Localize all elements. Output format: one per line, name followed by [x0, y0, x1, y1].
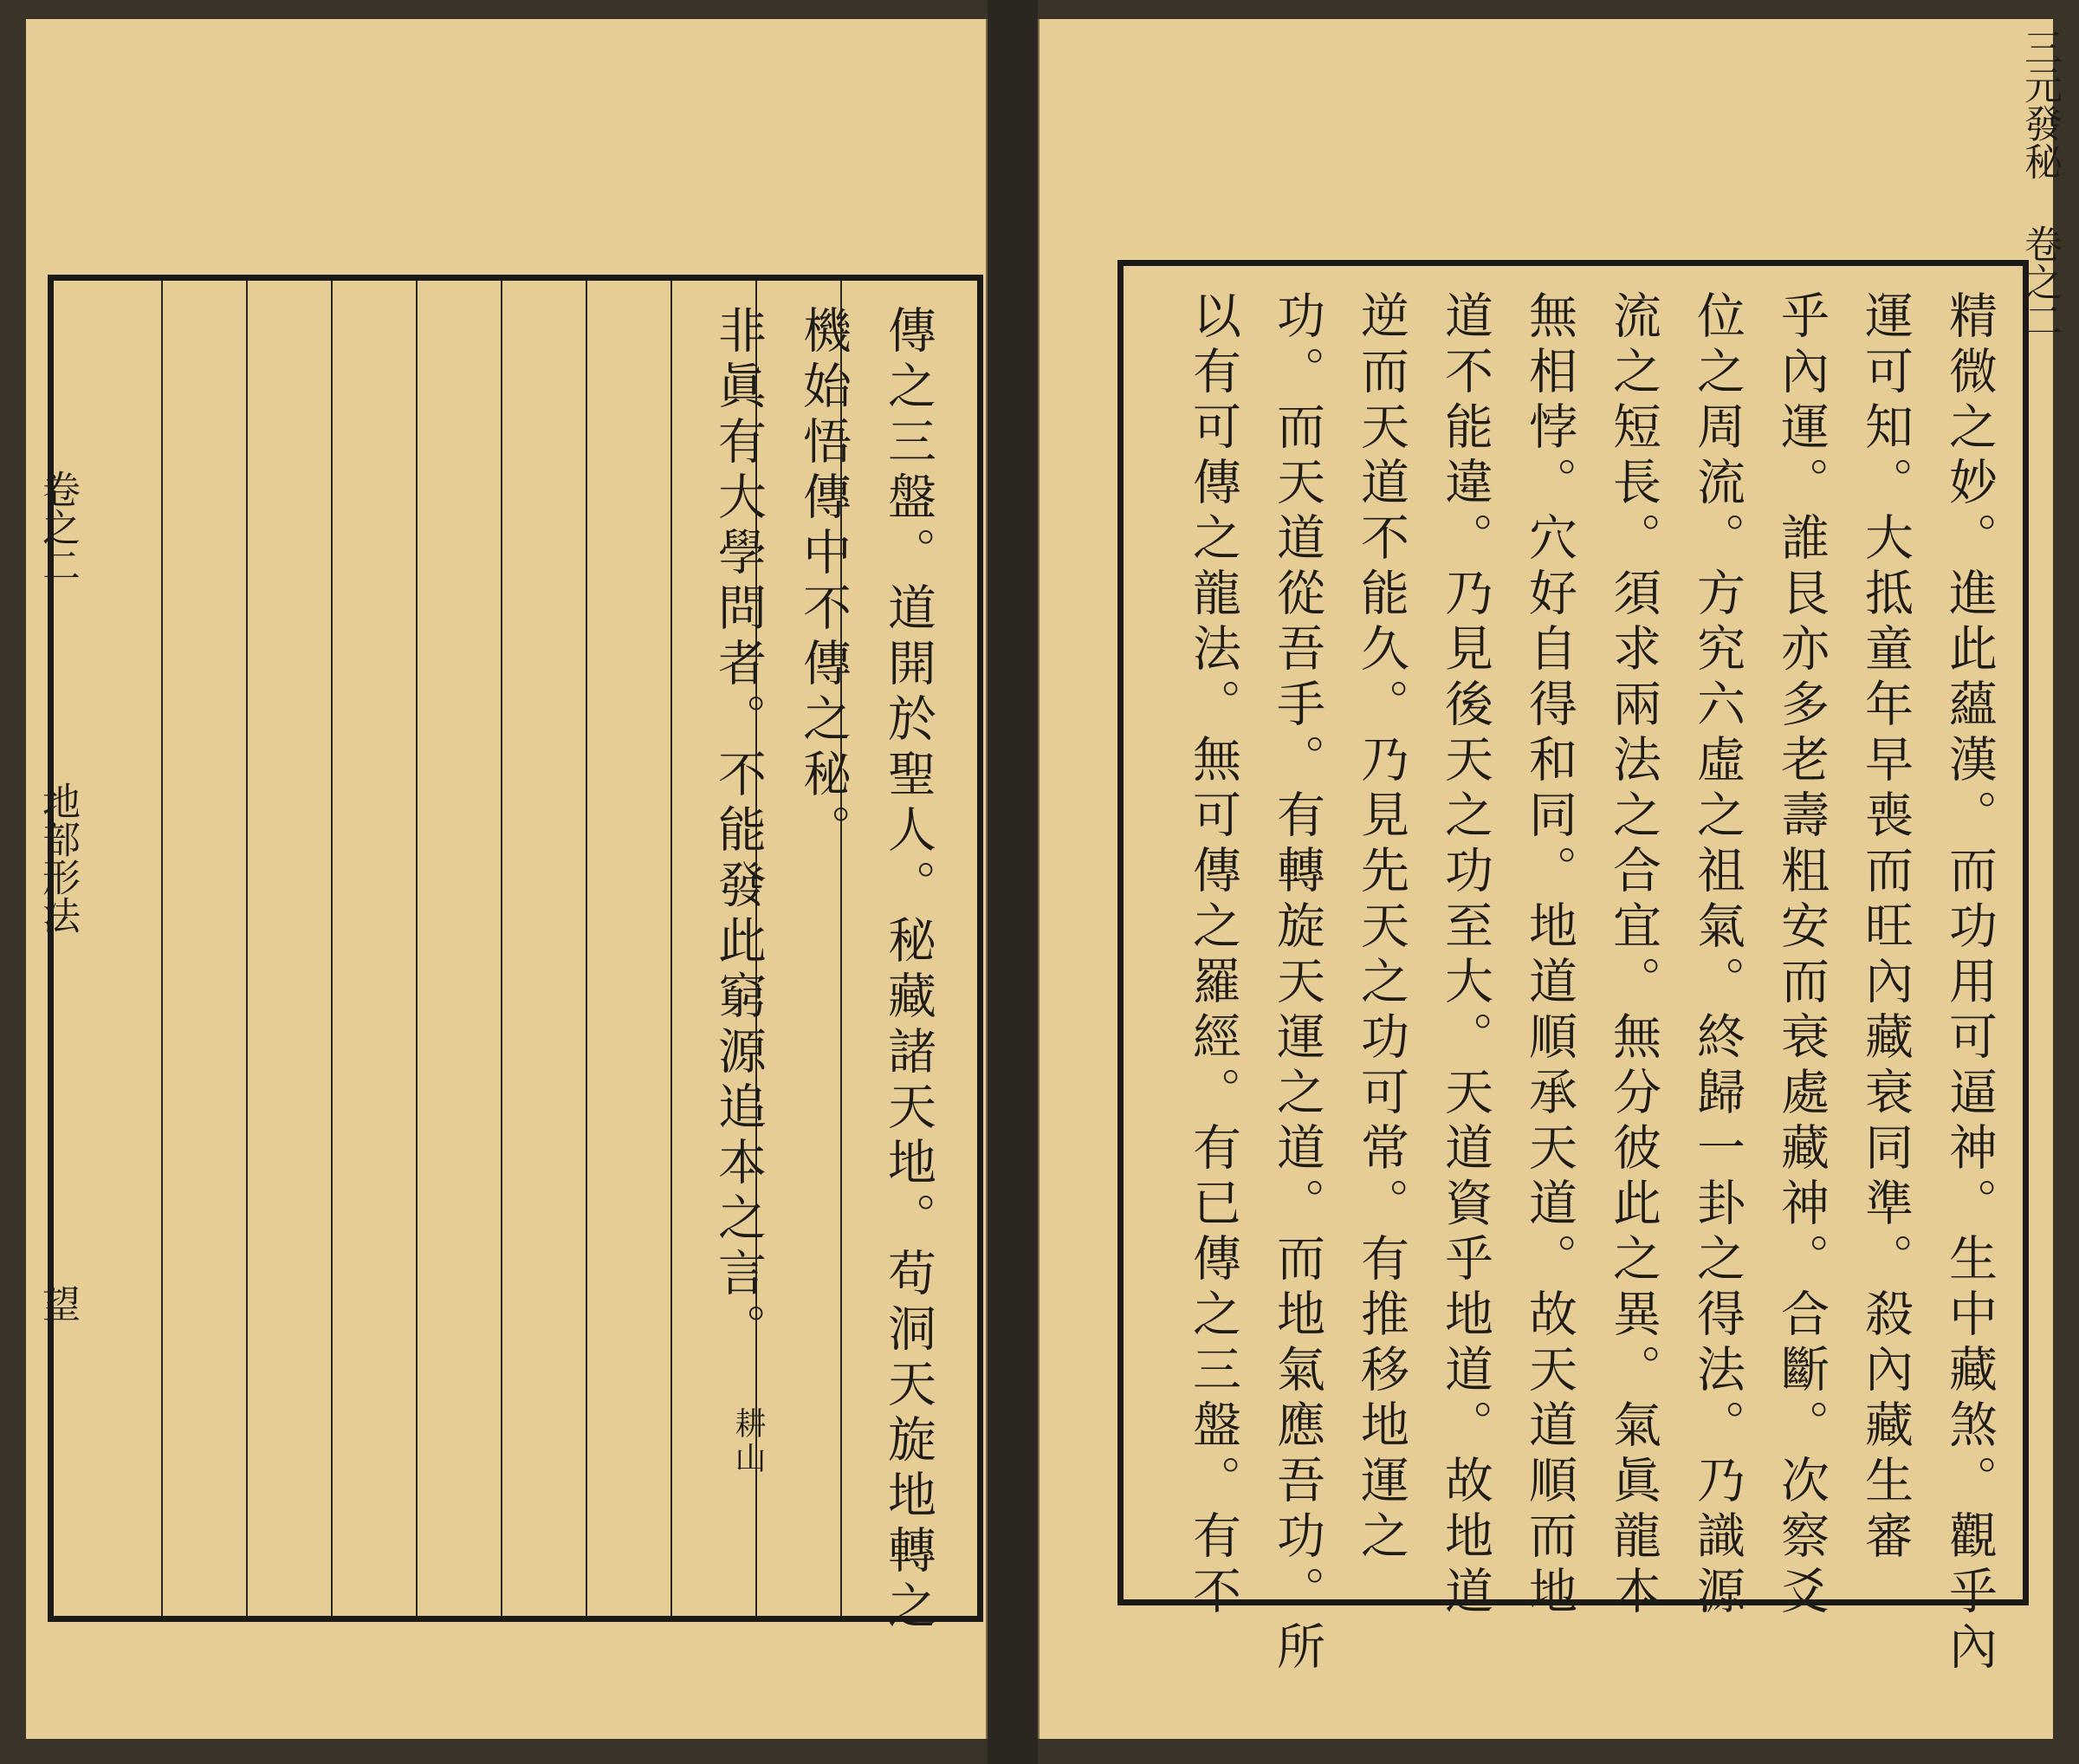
text-column-5: 流之短長。須求兩法之合宜。無分彼此之異。氣眞龍本 [1605, 290, 1661, 1621]
right-page [1038, 19, 2062, 1739]
text-column-2: 運可知。大抵童年早喪而旺內藏衰同準。殺內藏生審 [1857, 290, 1914, 1566]
left-text-frame [48, 275, 983, 1636]
right-spine-title: 三元發秘 卷之二 [2017, 28, 2062, 339]
text-column-10: 以有可傳之龍法。無可傳之羅經。有已傳之三盤。有不 [1185, 290, 1241, 1621]
right-text-frame [1117, 260, 2029, 1676]
column-rule [331, 281, 333, 1616]
book-gutter [988, 0, 1038, 1764]
text-column-9: 功。而天道從吾手。有轉旋天運之道。而地氣應吾功。所 [1269, 290, 1325, 1676]
left-spine-title: 地部形法 [36, 781, 80, 934]
text-column-1: 傳之三盤。道開於聖人。秘藏諸天地。苟洞天旋地轉之 [880, 305, 936, 1636]
left-spine-volume: 卷之二 [36, 470, 80, 584]
column-rule [416, 281, 418, 1616]
left-page [26, 19, 988, 1739]
text-column-3: 乎內運。誰艮亦多老壽粗安而衰處藏神。合斷。次察爻 [1773, 290, 1830, 1621]
column-rule [501, 281, 502, 1616]
column-rule [161, 281, 163, 1616]
column-rule [586, 281, 587, 1616]
text-column-1: 精微之妙。進此蘊漢。而功用可逼神。生中藏煞。觀乎內 [1941, 290, 1998, 1676]
text-column-4: 位之周流。方究六虛之祖氣。終歸一卦之得法。乃識源 [1689, 290, 1745, 1621]
left-spine-page: 望 [36, 1284, 80, 1322]
text-column-8: 逆而天道不能久。乃見先天之功可常。有推移地運之 [1353, 290, 1409, 1566]
text-column-6: 無相悖。穴好自得和同。地道順承天道。故天道順而地 [1521, 290, 1577, 1621]
column-rule [670, 281, 672, 1616]
text-column-2: 機始悟傳中不傳之秘。 [795, 305, 852, 859]
signature: 耕山 [730, 1407, 766, 1476]
column-rule [246, 281, 248, 1616]
text-column-3: 非眞有大學問者。不能發此窮源追本之言。 [710, 305, 767, 1359]
text-column-7: 道不能違。乃見後天之功至大。天道資乎地道。故地道 [1437, 290, 1493, 1621]
